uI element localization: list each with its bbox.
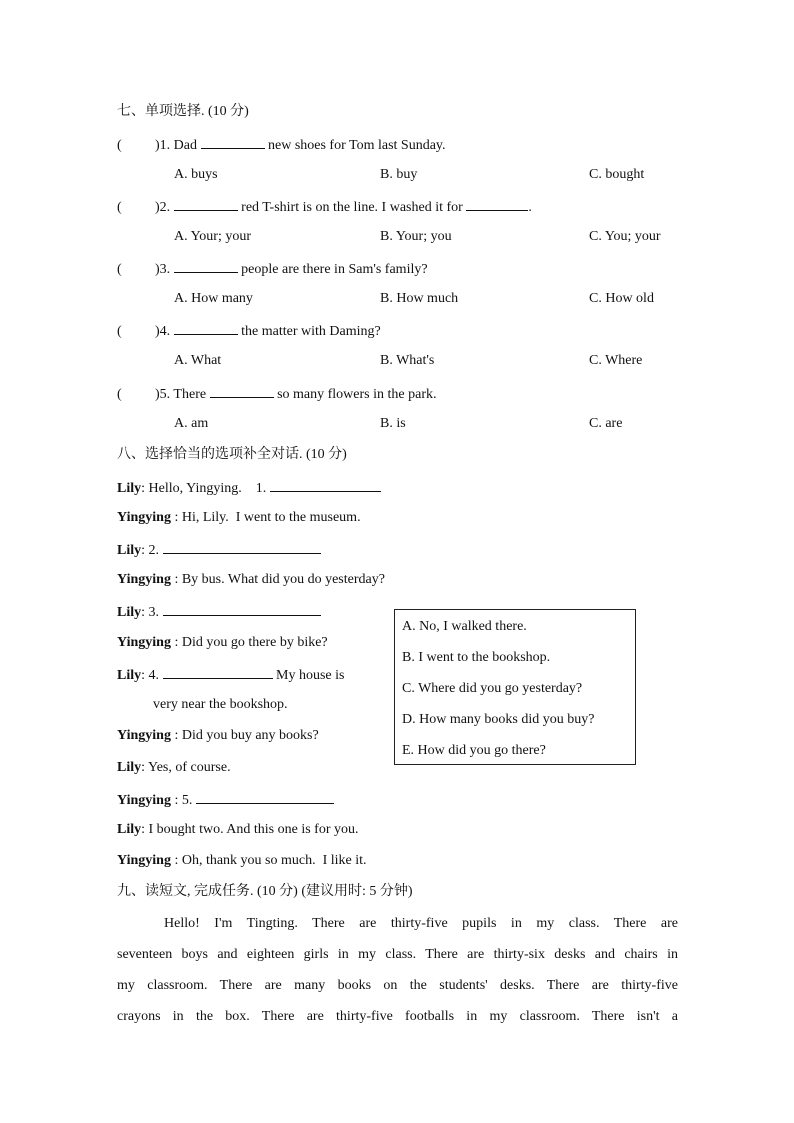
fill-blank[interactable] (163, 602, 321, 616)
dialogue-line (117, 790, 334, 810)
dialogue-line (117, 665, 344, 685)
option-c[interactable]: C. are (589, 416, 623, 431)
dialogue-text: Yes, of course. (145, 760, 231, 775)
dialogue-text: Did you go there by bike? (178, 635, 328, 650)
speaker-separator: : (170, 793, 179, 808)
question-text-after: people are there in Sam's family? (241, 262, 428, 277)
question-text-after: the matter with Daming? (241, 324, 381, 339)
dialogue-line (117, 727, 319, 745)
choice-b: B. I went to the bookshop. (402, 650, 551, 665)
dialogue-text-after: My house is (272, 668, 345, 683)
option-a[interactable]: A. How many (174, 291, 253, 306)
choices-box (394, 609, 636, 765)
speaker-separator: : (170, 635, 179, 650)
dialogue-line (117, 571, 385, 589)
dialogue-text: Hi, Lily. I went to the museum. (178, 510, 361, 525)
dialogue-line (117, 852, 367, 870)
dialogue-line (117, 540, 321, 560)
dialogue-text: Did you buy any books? (178, 728, 319, 743)
choice-c: C. Where did you go yesterday? (402, 681, 583, 696)
question-number: )5. (155, 387, 171, 402)
speaker-separator: : (170, 572, 179, 587)
dialogue-text: By bus. What did you do yesterday? (178, 572, 385, 587)
option-a[interactable]: A. Your; your (174, 229, 252, 244)
passage-line: seventeen boys and eighteen girls in my class. There are thirty-six desks and chairs in (117, 947, 678, 962)
speaker-name: Yingying (117, 793, 171, 808)
speaker-name: Yingying (117, 853, 171, 868)
question-5 (117, 384, 437, 404)
dialogue-line (117, 602, 321, 622)
dialogue-text: I bought two. And this one is for you. (145, 822, 359, 837)
dialogue-line (117, 478, 381, 498)
passage-line: Hello! I'm Tingting. There are thirty-five pupils in my class. There are (164, 916, 678, 931)
speaker-separator: : (170, 728, 179, 743)
dialogue-line (153, 696, 288, 714)
speaker-name: Lily (117, 760, 142, 775)
question-end: . (528, 200, 532, 215)
speaker-separator: : (141, 668, 146, 683)
dialogue-text: Hello, Yingying. 1. (145, 481, 267, 496)
section-9-heading: 九、读短文, 完成任务. (10 分) (建议用时: 5 分钟) (117, 884, 413, 899)
dialogue-text: 4. (145, 668, 160, 683)
answer-paren[interactable]: ( (117, 387, 122, 402)
question-text-before: There (173, 387, 207, 402)
question-number: )2. (155, 200, 171, 215)
question-2 (117, 197, 532, 217)
dialogue-text: very near the bookshop. (153, 697, 288, 712)
option-c[interactable]: C. Where (589, 353, 643, 368)
dialogue-line (117, 634, 328, 652)
option-a[interactable]: A. am (174, 416, 209, 431)
speaker-separator: : (141, 605, 146, 620)
dialogue-text: 2. (145, 543, 160, 558)
dialogue-line (117, 821, 359, 839)
speaker-name: Yingying (117, 635, 171, 650)
option-b[interactable]: B. is (380, 416, 406, 431)
fill-blank[interactable] (163, 665, 273, 679)
speaker-name: Lily (117, 668, 142, 683)
choice-a: A. No, I walked there. (402, 619, 527, 634)
speaker-separator: : (141, 822, 146, 837)
speaker-separator: : (141, 760, 146, 775)
speaker-separator: : (170, 853, 179, 868)
fill-blank[interactable] (174, 197, 238, 211)
section-8-heading: 八、选择恰当的选项补全对话. (10 分) (117, 447, 347, 462)
speaker-separator: : (170, 510, 179, 525)
question-1 (117, 135, 446, 155)
fill-blank[interactable] (174, 259, 238, 273)
question-number: )4. (155, 324, 171, 339)
speaker-separator: : (141, 543, 146, 558)
dialogue-text: 5. (178, 793, 193, 808)
passage-line: crayons in the box. There are thirty-five footballs in my classroom. There isn't a (117, 1009, 678, 1024)
option-b[interactable]: B. What's (380, 353, 435, 368)
speaker-name: Lily (117, 543, 142, 558)
fill-blank[interactable] (174, 321, 238, 335)
passage-line: my classroom. There are many books on the students' desks. There are thirty-five (117, 978, 678, 993)
fill-blank[interactable] (196, 790, 334, 804)
choice-d: D. How many books did you buy? (402, 712, 595, 727)
speaker-separator: : (141, 481, 146, 496)
answer-paren[interactable]: ( (117, 324, 122, 339)
speaker-name: Lily (117, 822, 142, 837)
speaker-name: Yingying (117, 510, 171, 525)
speaker-name: Lily (117, 605, 142, 620)
choice-e: E. How did you go there? (402, 743, 546, 758)
option-b[interactable]: B. Your; you (380, 229, 452, 244)
question-3 (117, 259, 428, 279)
answer-paren[interactable]: ( (117, 262, 122, 277)
dialogue-text: 3. (145, 605, 160, 620)
speaker-name: Lily (117, 481, 142, 496)
speaker-name: Yingying (117, 572, 171, 587)
question-text-before: Dad (173, 138, 197, 153)
fill-blank[interactable] (210, 384, 274, 398)
dialogue-line (117, 509, 361, 527)
question-text-after: so many flowers in the park. (277, 387, 437, 402)
question-text-after: new shoes for Tom last Sunday. (268, 138, 446, 153)
option-b[interactable]: B. buy (380, 167, 418, 182)
question-number: )1. (155, 138, 171, 153)
question-text-after: red T-shirt is on the line. I washed it for (241, 200, 463, 215)
fill-blank[interactable] (201, 135, 265, 149)
speaker-name: Yingying (117, 728, 171, 743)
question-number: )3. (155, 262, 171, 277)
fill-blank[interactable] (270, 478, 381, 492)
question-4 (117, 321, 381, 341)
option-a[interactable]: A. What (174, 353, 222, 368)
fill-blank[interactable] (466, 197, 528, 211)
option-c[interactable]: C. How old (589, 291, 654, 306)
dialogue-line (117, 759, 231, 777)
fill-blank[interactable] (163, 540, 321, 554)
option-b[interactable]: B. How much (380, 291, 459, 306)
dialogue-text: Oh, thank you so much. I like it. (178, 853, 367, 868)
option-a[interactable]: A. buys (174, 167, 218, 182)
section-7-heading: 七、单项选择. (10 分) (117, 104, 249, 119)
answer-paren[interactable]: ( (117, 138, 122, 153)
option-c[interactable]: C. bought (589, 167, 645, 182)
option-c[interactable]: C. You; your (589, 229, 661, 244)
answer-paren[interactable]: ( (117, 200, 122, 215)
